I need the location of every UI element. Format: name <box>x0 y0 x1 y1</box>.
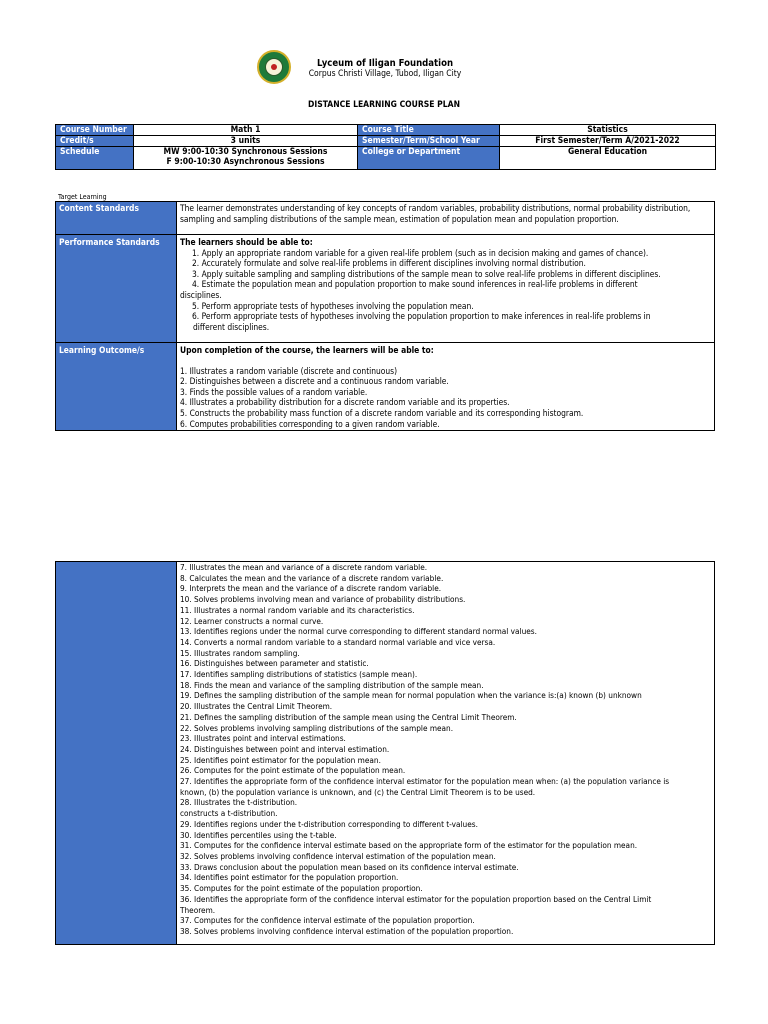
learning-outcomes-cell <box>177 343 715 431</box>
performance-standard-item: disciplines. <box>180 289 222 300</box>
performance-standards-label: Performance Standards <box>56 235 177 343</box>
learning-outcome-item: 29. Identifies regions under the t-distribution corresponding to different t-values. <box>180 818 478 829</box>
learning-outcome-item: 27. Identifies the appropriate form of the confidence interval estimator for the population mean when: (a) the population variance is <box>180 776 670 787</box>
target-learning-label: Target Learning <box>58 193 107 201</box>
learning-outcome-item: 10. Solves problems involving mean and variance of probability distributions. <box>180 594 466 605</box>
continued-label-cell <box>56 562 177 945</box>
college-label: College or Department <box>358 147 500 170</box>
learning-outcome-item: 11. Illustrates a normal random variable and its characteristics. <box>180 604 415 615</box>
learning-outcome-item: 35. Computes for the point estimate of the population proportion. <box>180 883 423 894</box>
course-info-row <box>56 136 716 147</box>
performance-standard-item: 2. Accurately formulate and solve real-life problems in different disciplines involving normal distribution. <box>192 258 586 269</box>
learning-outcome-item: 3. Finds the possible values of a random variable. <box>180 386 368 397</box>
continued-outcomes-row <box>56 562 715 945</box>
learning-outcome-item: 9. Interprets the mean and the variance of a discrete random variable. <box>180 583 442 594</box>
learning-outcome-item: 6. Computes probabilities corresponding to a given random variable. <box>180 418 440 429</box>
seal-inner <box>265 58 283 76</box>
learning-outcome-item: 1. Illustrates a random variable (discrete and continuous) <box>180 365 398 376</box>
learning-outcome-item: 36. Identifies the appropriate form of the confidence interval estimator for the population proportion based on the Central Limit <box>180 893 652 904</box>
course-number-value: Math 1 <box>134 125 358 136</box>
learning-outcome-item: 4. Illustrates a probability distribution for a discrete random variable and its properties. <box>180 397 510 408</box>
performance-standard-item: 4. Estimate the population mean and population proportion to make sound inferences in real-life problems in different <box>192 279 638 290</box>
learning-outcome-item: Theorem. <box>180 904 216 915</box>
term-label: Semester/Term/School Year <box>358 136 500 147</box>
content-standards-row <box>56 202 715 235</box>
credits-value: 3 units <box>134 136 358 147</box>
schedule-label: Schedule <box>56 147 134 170</box>
performance-standard-item: 6. Perform appropriate tests of hypotheses involving the population proportion to make inferences in real-life problems in <box>192 311 651 322</box>
learning-outcome-item: 5. Constructs the probability mass function of a discrete random variable and its corresponding histogram. <box>180 407 584 418</box>
content-standards-text: The learner demonstrates understanding of key concepts of random variables, probability distributions, normal probability distribution, sampling and sampling distributions of the sample mean, estimation of population mean and population proportion. <box>177 202 715 235</box>
learning-outcomes-label: Learning Outcome/s <box>56 343 177 431</box>
learning-outcome-item: 7. Illustrates the mean and variance of a discrete random variable. <box>180 562 428 572</box>
learning-outcome-item: 31. Computes for the confidence interval estimate based on the appropriate form of the estimator for the population mean. <box>180 840 638 851</box>
learning-outcome-item: 38. Solves problems involving confidence interval estimation of the population proportion. <box>180 925 514 936</box>
schedule-line-1: MW 9:00-10:30 Synchronous Sessions <box>163 147 328 157</box>
learning-outcome-item: 16. Distinguishes between parameter and statistic. <box>180 658 369 669</box>
learning-outcome-item: constructs a t-distribution. <box>180 808 278 819</box>
continued-outcomes-table <box>55 561 715 945</box>
performance-standard-item: different disciplines. <box>193 321 270 332</box>
performance-standards-intro: The learners should be able to: <box>180 237 313 247</box>
learning-outcome-item: 2. Distinguishes between a discrete and a continuous random variable. <box>180 376 449 387</box>
target-learning-table <box>55 201 715 431</box>
schedule-value <box>134 147 358 170</box>
learning-outcome-item: 24. Distinguishes between point and interval estimation. <box>180 743 390 754</box>
learning-outcome-item: 30. Identifies percentiles using the t-table. <box>180 829 337 840</box>
learning-outcome-item: 19. Defines the sampling distribution of the sample mean for normal population when the variance is:(a) known (b) unknown <box>180 690 642 701</box>
learning-outcome-item: 28. Illustrates the t-distribution. <box>180 797 298 808</box>
learning-outcome-item: 17. Identifies sampling distributions of statistics (sample mean). <box>180 669 418 680</box>
performance-standard-item: 3. Apply suitable sampling and sampling distributions of the sample mean to solve real-life problems in different disciplines. <box>192 268 661 279</box>
performance-standards-row <box>56 235 715 343</box>
learning-outcome-item: 14. Converts a normal random variable to a standard normal variable and vice versa. <box>180 636 496 647</box>
learning-outcomes-intro: Upon completion of the course, the learners will be able to: <box>180 345 434 355</box>
schedule-line-2: F 9:00-10:30 Asynchronous Sessions <box>166 157 325 167</box>
learning-outcome-item: 26. Computes for the point estimate of the population mean. <box>180 765 406 776</box>
course-info-row <box>56 125 716 136</box>
learning-outcome-item: 15. Illustrates random sampling. <box>180 647 300 658</box>
performance-standard-item: 1. Apply an appropriate random variable for a given real-life problem (such as in decision making and games of chance). <box>192 247 649 258</box>
learning-outcome-item: 21. Defines the sampling distribution of the sample mean using the Central Limit Theorem. <box>180 711 517 722</box>
term-value: First Semester/Term A/2021-2022 <box>500 136 716 147</box>
institution-address: Corpus Christi Village, Tubod, Iligan City <box>308 69 462 79</box>
course-number-label: Course Number <box>56 125 134 136</box>
learning-outcome-item: 20. Illustrates the Central Limit Theorem. <box>180 701 333 712</box>
continued-outcomes-cell <box>177 562 715 945</box>
learning-outcome-item: 13. Identifies regions under the normal curve corresponding to different standard normal values. <box>180 626 537 637</box>
learning-outcome-item: 23. Illustrates point and interval estimations. <box>180 733 346 744</box>
college-value: General Education <box>500 147 716 170</box>
learning-outcome-item: 12. Learner constructs a normal curve. <box>180 615 324 626</box>
learning-outcome-item: 33. Draws conclusion about the population mean based on its confidence interval estimate. <box>180 861 519 872</box>
learning-outcome-item: known, (b) the population variance is unknown, and (c) the Central Limit Theorem is to be used. <box>180 786 536 797</box>
learning-outcome-item: 8. Calculates the mean and the variance of a discrete random variable. <box>180 572 444 583</box>
course-info-row <box>56 147 716 170</box>
course-info-table <box>55 124 716 170</box>
learning-outcome-item: 34. Identifies point estimator for the population proportion. <box>180 872 399 883</box>
learning-outcome-item: 18. Finds the mean and variance of the sampling distribution of the sample mean. <box>180 679 484 690</box>
learning-outcome-item: 32. Solves problems involving confidence interval estimation of the population mean. <box>180 850 496 861</box>
school-seal-logo <box>257 50 291 84</box>
seal-emblem <box>271 64 277 70</box>
course-title-label: Course Title <box>358 125 500 136</box>
learning-outcome-item: 37. Computes for the confidence interval estimate of the population proportion. <box>180 915 475 926</box>
document-title: DISTANCE LEARNING COURSE PLAN <box>308 100 460 110</box>
institution-name: Lyceum of Iligan Foundation <box>316 58 454 69</box>
content-standards-label: Content Standards <box>56 202 177 235</box>
learning-outcome-item: 22. Solves problems involving sampling distributions of the sample mean. <box>180 722 454 733</box>
learning-outcomes-row <box>56 343 715 431</box>
course-title-value: Statistics <box>500 125 716 136</box>
performance-standards-cell <box>177 235 715 343</box>
learning-outcome-item: 25. Identifies point estimator for the population mean. <box>180 754 381 765</box>
performance-standard-item: 5. Perform appropriate tests of hypotheses involving the population mean. <box>192 300 474 311</box>
credits-label: Credit/s <box>56 136 134 147</box>
